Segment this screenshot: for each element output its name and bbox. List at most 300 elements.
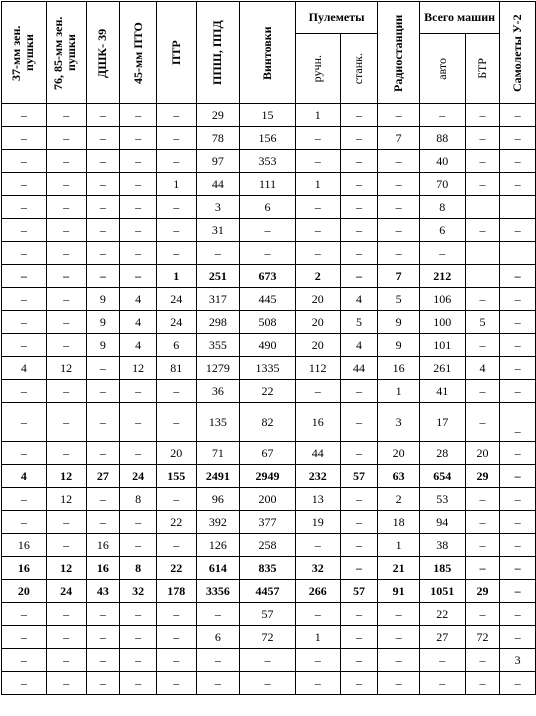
table-cell: – (156, 150, 196, 173)
table-cell: – (295, 196, 340, 219)
table-cell: 43 (86, 580, 120, 603)
table-cell: – (2, 380, 47, 403)
table-cell: 155 (156, 465, 196, 488)
table-cell: 266 (295, 580, 340, 603)
table-cell: 31 (196, 219, 240, 242)
table-cell: – (156, 196, 196, 219)
table-cell: 8 (419, 196, 465, 219)
table-cell: 29 (196, 104, 240, 127)
table-cell: – (419, 649, 465, 672)
table-cell (465, 196, 500, 219)
table-cell: 112 (295, 357, 340, 380)
table-cell: 4 (2, 465, 47, 488)
table-cell: – (46, 219, 86, 242)
table-cell: – (500, 603, 536, 626)
table-cell: 57 (340, 580, 378, 603)
table-row (2, 465, 536, 488)
table-cell: – (2, 442, 47, 465)
table-cell: 2 (378, 488, 420, 511)
table-cell: – (378, 649, 420, 672)
table-cell: 9 (378, 334, 420, 357)
table-row (2, 288, 536, 311)
table-cell: 185 (419, 557, 465, 580)
table-cell: – (46, 265, 86, 288)
table-cell: – (465, 534, 500, 557)
table-cell: 100 (419, 311, 465, 334)
table-cell: – (86, 672, 120, 695)
table-cell: – (340, 534, 378, 557)
weapons-table (1, 1, 536, 695)
table-cell: 12 (46, 357, 86, 380)
table-cell: – (500, 288, 536, 311)
table-cell: – (2, 288, 47, 311)
table-cell: 20 (465, 442, 500, 465)
table-cell: 673 (240, 265, 296, 288)
table-cell: – (378, 150, 420, 173)
table-cell: 57 (340, 465, 378, 488)
table-cell: – (500, 173, 536, 196)
table-cell: – (295, 672, 340, 695)
table-cell: – (378, 173, 420, 196)
table-cell: – (340, 626, 378, 649)
table-row (2, 311, 536, 334)
table-cell: 4 (2, 357, 47, 380)
table-cell: – (46, 649, 86, 672)
table-cell: 1 (295, 104, 340, 127)
table-cell: 44 (340, 357, 378, 380)
table-container (1, 1, 536, 695)
table-cell: – (156, 672, 196, 695)
table-cell: 24 (46, 580, 86, 603)
table-cell: 16 (378, 357, 420, 380)
table-row (2, 196, 536, 219)
table-cell: 4 (465, 357, 500, 380)
table-cell: – (340, 403, 378, 442)
table-cell: – (340, 265, 378, 288)
table-cell: 1051 (419, 580, 465, 603)
table-cell: 3356 (196, 580, 240, 603)
table-cell: – (2, 127, 47, 150)
table-cell: 8 (120, 488, 157, 511)
table-cell: 12 (46, 465, 86, 488)
table-cell: 5 (340, 311, 378, 334)
table-cell: 12 (46, 557, 86, 580)
table-cell: – (465, 173, 500, 196)
table-cell: 13 (295, 488, 340, 511)
table-cell: – (120, 403, 157, 442)
table-cell: – (419, 104, 465, 127)
table-cell: – (196, 672, 240, 695)
table-cell: 32 (120, 580, 157, 603)
header-pto45: 45-мм ПТО (120, 2, 157, 104)
header-ppsh: ППШ, ППД (196, 2, 240, 104)
table-cell: – (465, 557, 500, 580)
table-cell: – (156, 380, 196, 403)
table-cell: – (500, 488, 536, 511)
table-cell: 654 (419, 465, 465, 488)
table-cell: – (46, 288, 86, 311)
table-cell: 126 (196, 534, 240, 557)
table-cell (465, 242, 500, 265)
table-cell: – (120, 196, 157, 219)
table-cell: 17 (419, 403, 465, 442)
table-cell: 19 (295, 511, 340, 534)
table-cell: – (500, 403, 536, 442)
table-cell: 178 (156, 580, 196, 603)
table-row (2, 265, 536, 288)
table-cell: 1 (156, 265, 196, 288)
table-cell: – (86, 265, 120, 288)
table-cell: – (46, 672, 86, 695)
table-cell: – (2, 672, 47, 695)
table-cell: 81 (156, 357, 196, 380)
table-cell: 212 (419, 265, 465, 288)
table-row (2, 403, 536, 442)
table-cell: – (295, 242, 340, 265)
table-cell: 2491 (196, 465, 240, 488)
table-row (2, 649, 536, 672)
table-cell: 78 (196, 127, 240, 150)
table-cell: – (86, 603, 120, 626)
table-cell: – (340, 242, 378, 265)
header-u2: Самолеты У-2 (500, 2, 536, 104)
table-cell: 21 (378, 557, 420, 580)
table-cell: – (46, 334, 86, 357)
table-cell: – (500, 104, 536, 127)
table-cell: 27 (419, 626, 465, 649)
table-cell: 3 (500, 649, 536, 672)
table-cell: – (86, 403, 120, 442)
table-cell: – (340, 603, 378, 626)
table-cell: – (465, 150, 500, 173)
table-cell: 445 (240, 288, 296, 311)
table-cell: 1 (295, 626, 340, 649)
table-cell: 111 (240, 173, 296, 196)
table-cell: – (86, 380, 120, 403)
table-cell: – (2, 196, 47, 219)
table-cell: – (2, 265, 47, 288)
table-cell: 20 (295, 288, 340, 311)
table-cell: – (86, 242, 120, 265)
table-cell: – (86, 104, 120, 127)
table-cell: – (2, 219, 47, 242)
table-cell: – (465, 288, 500, 311)
table-cell: 16 (295, 403, 340, 442)
table-cell: 82 (240, 403, 296, 442)
table-cell: – (500, 626, 536, 649)
table-cell: 2949 (240, 465, 296, 488)
table-cell: 4 (340, 334, 378, 357)
table-cell: 6 (196, 626, 240, 649)
table-cell: – (2, 334, 47, 357)
table-cell: – (46, 380, 86, 403)
table-cell: 1 (156, 173, 196, 196)
table-cell: – (378, 196, 420, 219)
table-cell: – (86, 511, 120, 534)
table-cell: – (465, 127, 500, 150)
table-cell: 67 (240, 442, 296, 465)
table-cell: 156 (240, 127, 296, 150)
table-cell: 97 (196, 150, 240, 173)
table-cell: – (120, 511, 157, 534)
table-cell: 94 (419, 511, 465, 534)
table-cell: – (500, 127, 536, 150)
table-cell: – (156, 488, 196, 511)
table-row (2, 173, 536, 196)
table-cell: – (500, 265, 536, 288)
table-cell: – (120, 104, 157, 127)
table-cell: – (378, 104, 420, 127)
table-cell: – (2, 649, 47, 672)
header-aa37: 37-мм зен. пушки (2, 2, 47, 104)
table-cell: – (378, 219, 420, 242)
table-cell: 29 (465, 580, 500, 603)
table-cell: 508 (240, 311, 296, 334)
table-cell: 4 (340, 288, 378, 311)
table-cell: 5 (465, 311, 500, 334)
table-row (2, 534, 536, 557)
table-cell: – (86, 219, 120, 242)
table-cell: – (2, 488, 47, 511)
table-cell: 251 (196, 265, 240, 288)
table-cell: 36 (196, 380, 240, 403)
table-cell: – (240, 219, 296, 242)
header-ptr: ПТР (156, 2, 196, 104)
table-cell: 24 (156, 288, 196, 311)
table-cell: 355 (196, 334, 240, 357)
table-cell: – (295, 150, 340, 173)
table-cell: 57 (240, 603, 296, 626)
table-row (2, 380, 536, 403)
table-cell: – (500, 465, 536, 488)
table-cell: – (156, 626, 196, 649)
table-row (2, 580, 536, 603)
table-cell: – (120, 127, 157, 150)
table-cell: 353 (240, 150, 296, 173)
table-cell: 22 (156, 557, 196, 580)
table-cell: – (340, 557, 378, 580)
header-mg-mount: станк. (340, 34, 378, 104)
table-cell: 20 (295, 334, 340, 357)
table-row (2, 357, 536, 380)
table-cell: – (120, 242, 157, 265)
table-cell: – (500, 219, 536, 242)
table-cell: – (2, 511, 47, 534)
table-cell: 20 (2, 580, 47, 603)
table-cell: 200 (240, 488, 296, 511)
table-cell: – (295, 380, 340, 403)
table-cell: – (2, 626, 47, 649)
table-cell: – (2, 311, 47, 334)
table-cell: 101 (419, 334, 465, 357)
table-cell: – (340, 150, 378, 173)
table-cell: 22 (240, 380, 296, 403)
table-cell: 72 (240, 626, 296, 649)
table-cell: – (156, 219, 196, 242)
table-cell: 5 (378, 288, 420, 311)
table-cell: 8 (120, 557, 157, 580)
table-cell: – (340, 511, 378, 534)
table-cell: – (86, 173, 120, 196)
table-cell: 1 (295, 173, 340, 196)
table-cell: 2 (295, 265, 340, 288)
table-cell: 377 (240, 511, 296, 534)
table-cell: 70 (419, 173, 465, 196)
table-cell: – (156, 649, 196, 672)
table-cell: – (2, 173, 47, 196)
table-cell: – (378, 242, 420, 265)
table-cell: – (500, 334, 536, 357)
table-cell: – (240, 242, 296, 265)
table-cell: – (465, 380, 500, 403)
table-cell: 1279 (196, 357, 240, 380)
table-cell: – (120, 626, 157, 649)
table-cell: 40 (419, 150, 465, 173)
table-cell: 24 (156, 311, 196, 334)
table-cell: – (500, 580, 536, 603)
table-cell: – (465, 488, 500, 511)
table-cell: – (120, 219, 157, 242)
table-body (2, 104, 536, 695)
table-cell: – (120, 534, 157, 557)
table-cell: 7 (378, 127, 420, 150)
table-cell: – (2, 104, 47, 127)
table-cell: – (2, 403, 47, 442)
table-cell: 3 (196, 196, 240, 219)
header-btr: БТР (465, 34, 500, 104)
table-cell: – (120, 672, 157, 695)
table-cell: 29 (465, 465, 500, 488)
table-cell: – (378, 672, 420, 695)
table-cell: 16 (2, 557, 47, 580)
table-row (2, 104, 536, 127)
table-cell: 6 (419, 219, 465, 242)
table-cell: 53 (419, 488, 465, 511)
table-cell: 24 (120, 465, 157, 488)
table-cell: – (500, 357, 536, 380)
table-cell: – (46, 242, 86, 265)
table-cell: 298 (196, 311, 240, 334)
table-cell: – (465, 672, 500, 695)
table-cell: 4 (120, 288, 157, 311)
table-cell: – (86, 626, 120, 649)
table-cell: 22 (419, 603, 465, 626)
table-cell: 317 (196, 288, 240, 311)
table-cell: – (500, 150, 536, 173)
table-cell: – (46, 534, 86, 557)
table-cell: – (500, 380, 536, 403)
table-cell: 63 (378, 465, 420, 488)
table-cell: – (295, 603, 340, 626)
table-cell: – (340, 672, 378, 695)
table-cell: – (2, 603, 47, 626)
table-cell: – (196, 603, 240, 626)
table-cell: – (156, 104, 196, 127)
table-row (2, 488, 536, 511)
table-cell: 135 (196, 403, 240, 442)
table-cell: – (340, 649, 378, 672)
table-cell: – (500, 672, 536, 695)
table-cell: – (156, 127, 196, 150)
table-cell: – (465, 334, 500, 357)
header-radio: Радиостанции (378, 2, 420, 104)
table-cell: 72 (465, 626, 500, 649)
table-cell: 6 (156, 334, 196, 357)
table-cell: – (156, 242, 196, 265)
table-cell: – (46, 626, 86, 649)
table-cell: – (46, 127, 86, 150)
table-cell: 20 (156, 442, 196, 465)
table-row (2, 672, 536, 695)
table-cell: – (378, 626, 420, 649)
table-cell: 3 (378, 403, 420, 442)
table-cell (500, 196, 536, 219)
table-cell: – (240, 672, 296, 695)
table-cell: – (196, 242, 240, 265)
table-cell: 9 (378, 311, 420, 334)
table-cell: 88 (419, 127, 465, 150)
table-cell: 9 (86, 334, 120, 357)
table-cell: – (465, 104, 500, 127)
table-cell: – (120, 442, 157, 465)
table-cell: – (340, 488, 378, 511)
table-cell: – (46, 150, 86, 173)
table-cell: – (419, 672, 465, 695)
header-mg-hand: ручн. (295, 34, 340, 104)
table-cell: – (2, 150, 47, 173)
table-cell: – (240, 649, 296, 672)
table-cell: 7 (378, 265, 420, 288)
table-cell: – (340, 104, 378, 127)
table-cell: 20 (295, 311, 340, 334)
table-cell: – (500, 534, 536, 557)
header-dshk: ДШК- 39 (86, 2, 120, 104)
table-cell: – (46, 603, 86, 626)
table-row (2, 219, 536, 242)
table-cell: 4457 (240, 580, 296, 603)
table-cell: 27 (86, 465, 120, 488)
table-cell: – (340, 442, 378, 465)
table-row (2, 511, 536, 534)
table-cell (465, 265, 500, 288)
table-cell: – (295, 649, 340, 672)
table-cell: 1 (378, 380, 420, 403)
table-cell: – (120, 150, 157, 173)
table-cell: 4 (120, 311, 157, 334)
table-cell: – (378, 603, 420, 626)
table-cell: 392 (196, 511, 240, 534)
header-machine-guns: Пулеметы (295, 2, 378, 34)
table-cell: 44 (196, 173, 240, 196)
table-cell: – (86, 649, 120, 672)
table-cell: – (340, 127, 378, 150)
header-auto: авто (419, 34, 465, 104)
table-cell: – (156, 534, 196, 557)
table-cell: – (46, 511, 86, 534)
table-row (2, 603, 536, 626)
table-cell: 71 (196, 442, 240, 465)
table-cell: 9 (86, 311, 120, 334)
table-cell: 96 (196, 488, 240, 511)
table-cell: 44 (295, 442, 340, 465)
table-cell: 232 (295, 465, 340, 488)
table-cell: 16 (2, 534, 47, 557)
table-cell: 490 (240, 334, 296, 357)
table-cell: – (500, 442, 536, 465)
table-cell: 38 (419, 534, 465, 557)
table-cell: – (120, 649, 157, 672)
table-cell: 614 (196, 557, 240, 580)
